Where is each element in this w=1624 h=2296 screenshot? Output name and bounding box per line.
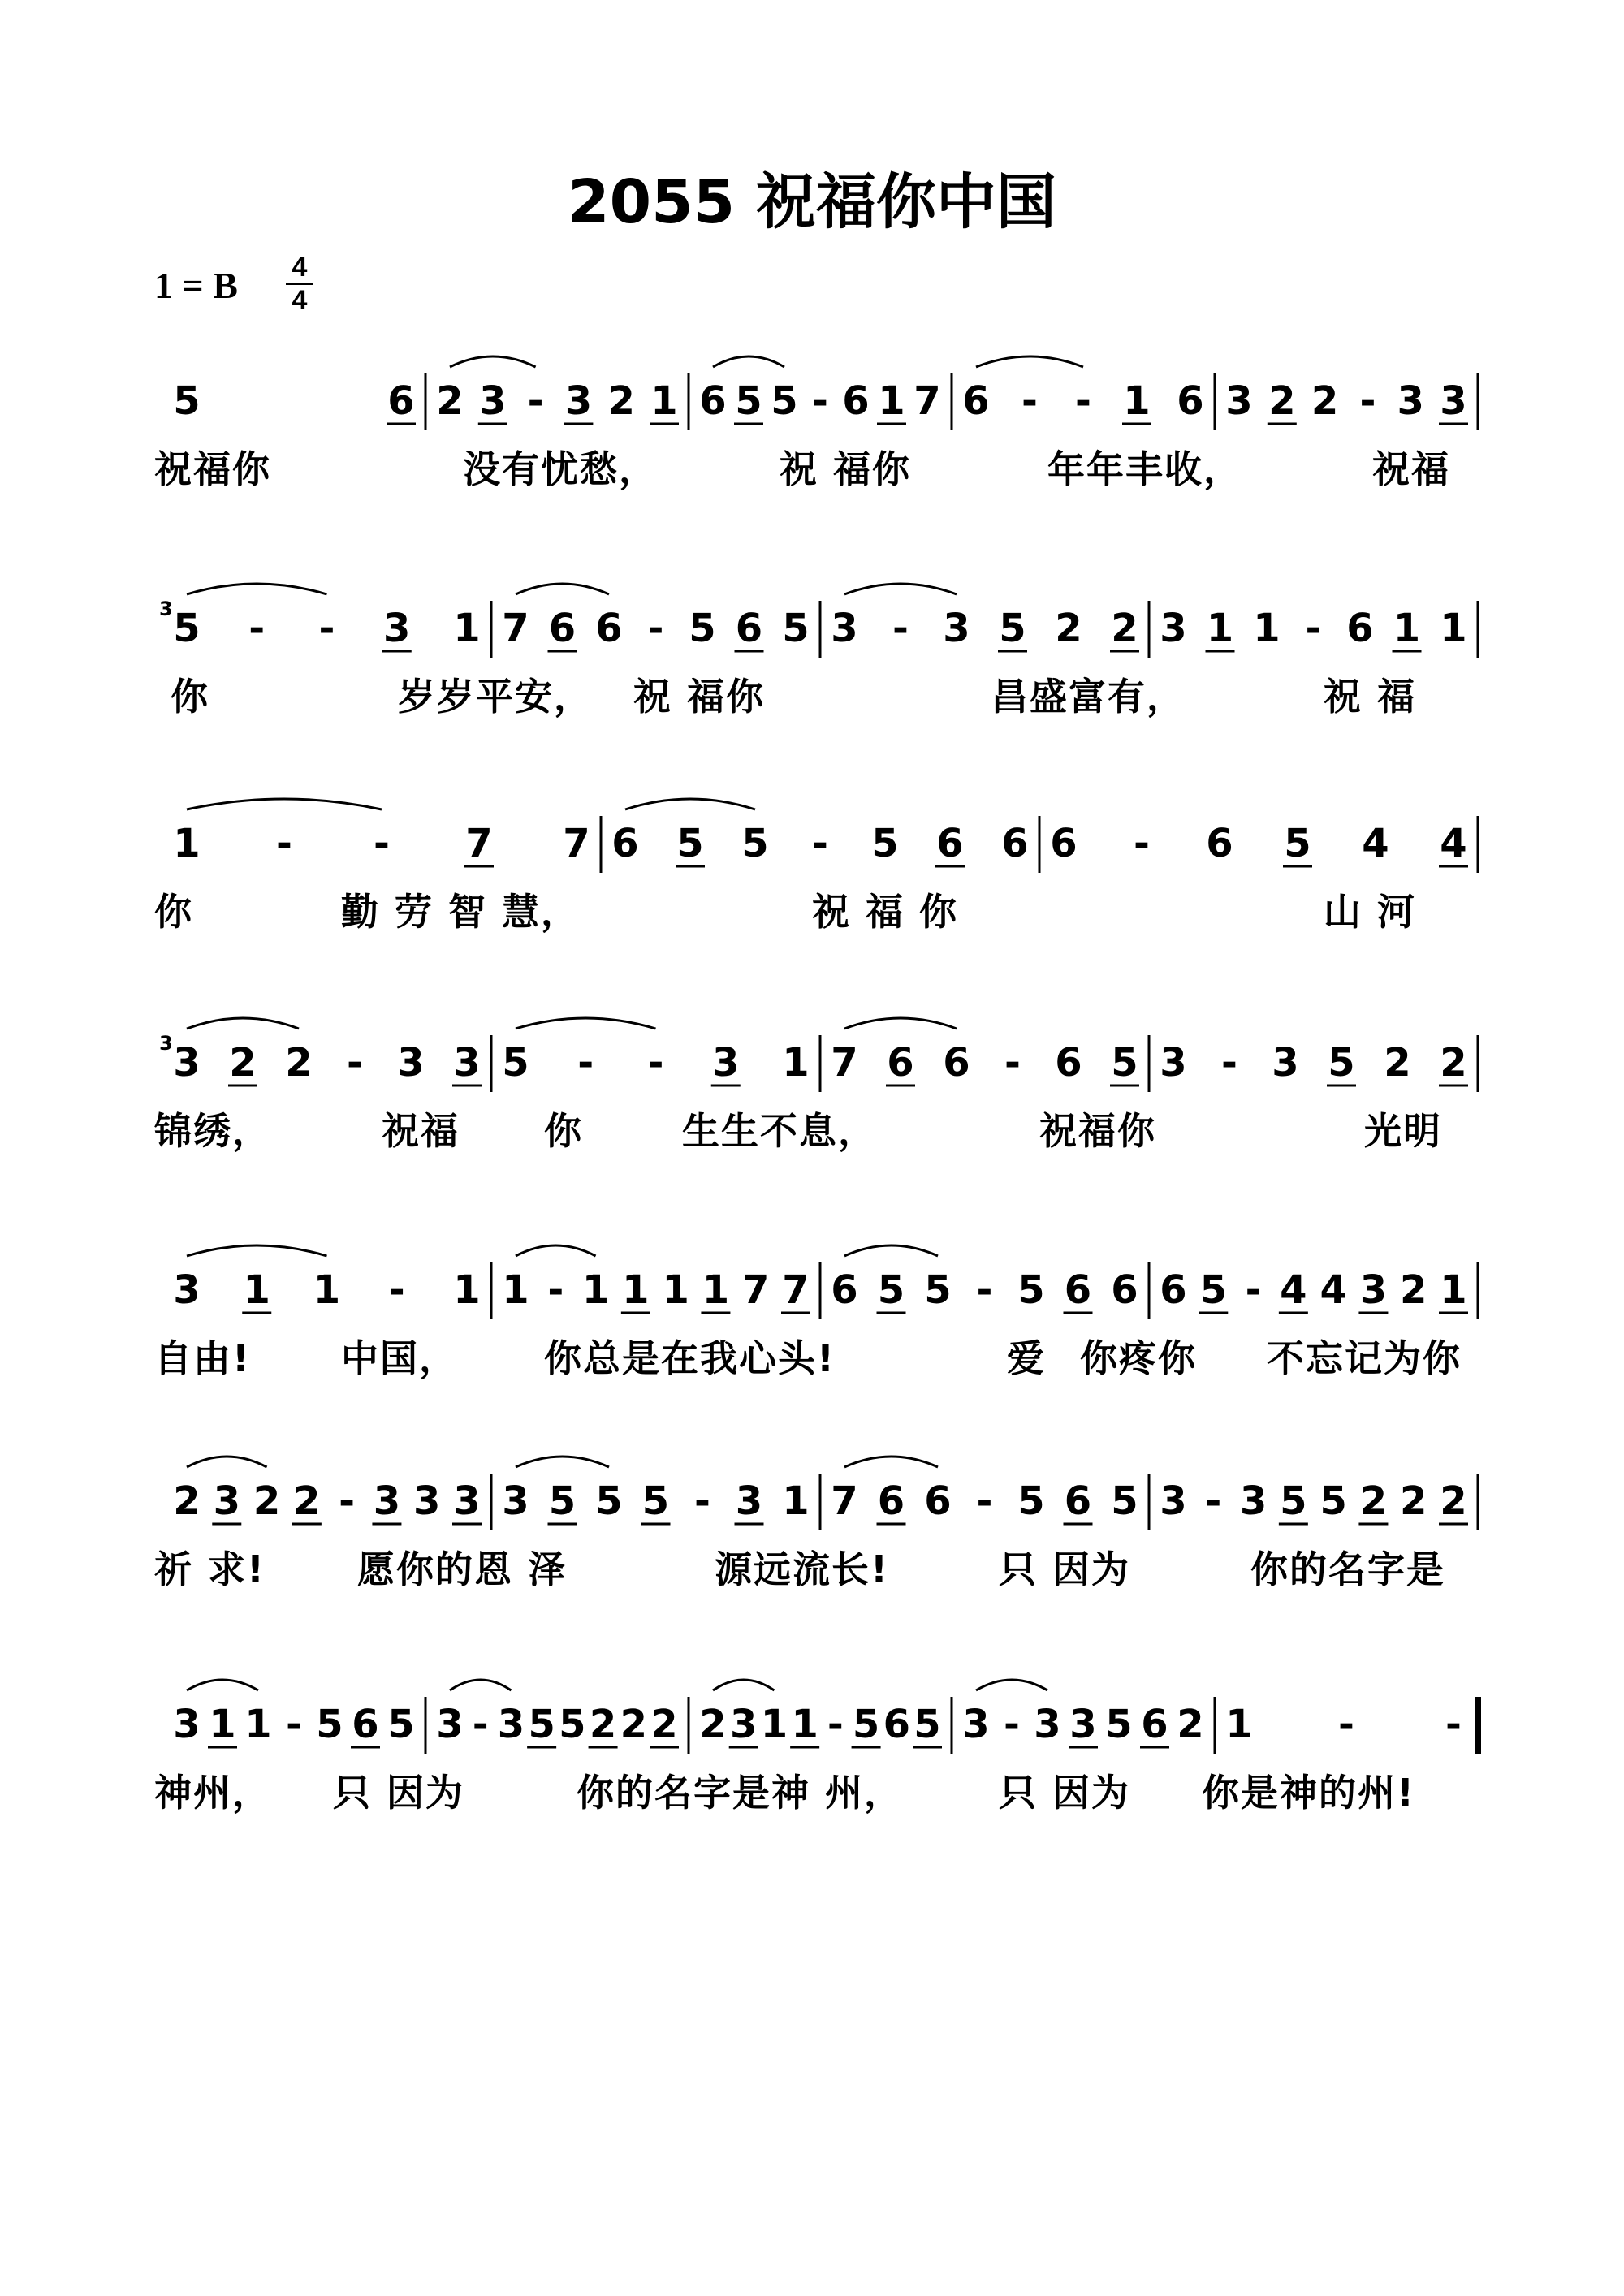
slur bbox=[450, 356, 536, 367]
lyric-line bbox=[154, 1540, 1486, 1613]
dash: - bbox=[812, 821, 828, 866]
note: 5 bbox=[1320, 1478, 1347, 1524]
slur bbox=[713, 356, 784, 367]
note: 3 bbox=[1034, 1702, 1061, 1747]
lyric-word: 祝 福 你 bbox=[812, 890, 959, 934]
note: 7 bbox=[563, 821, 590, 866]
dash: - bbox=[976, 1267, 993, 1313]
note: 3 bbox=[730, 1702, 758, 1747]
lyric-word: 岁岁平安， bbox=[398, 675, 593, 719]
slur bbox=[187, 1245, 327, 1256]
dash: - bbox=[694, 1478, 710, 1524]
lyric-word: 年年丰收， bbox=[1047, 447, 1242, 491]
lyric-line bbox=[154, 440, 1486, 513]
note: 6 bbox=[962, 378, 990, 424]
lyric-word: 祝 福你 bbox=[633, 675, 766, 719]
note: 3 bbox=[831, 606, 858, 651]
dash: - bbox=[1075, 378, 1091, 424]
note: 2 bbox=[1111, 606, 1138, 651]
grace-note: 3 bbox=[159, 1032, 173, 1055]
note: 6 bbox=[1206, 821, 1233, 866]
note: 2 bbox=[1384, 1040, 1411, 1085]
slur bbox=[844, 1018, 957, 1029]
score-system bbox=[0, 792, 1624, 1019]
note: 3 bbox=[1440, 378, 1467, 424]
dash: - bbox=[339, 1478, 356, 1524]
note: 2 bbox=[293, 1478, 321, 1524]
note: 5 bbox=[1017, 1267, 1045, 1313]
grace-note: 3 bbox=[159, 598, 173, 620]
note: 3 bbox=[1160, 606, 1187, 651]
note: 3 bbox=[502, 1478, 529, 1524]
note: 5 bbox=[548, 1478, 577, 1524]
note: 6 bbox=[387, 378, 415, 424]
note: 6 bbox=[1160, 1267, 1187, 1313]
lyric-word: 昌盛富有， bbox=[991, 675, 1186, 719]
note: 1 bbox=[1440, 1267, 1467, 1313]
dash: - bbox=[472, 1702, 489, 1747]
note: 3 bbox=[497, 1702, 525, 1747]
note: 3 bbox=[173, 1267, 201, 1313]
lyric-word: 祝福 bbox=[1372, 447, 1450, 491]
note: 1 bbox=[1123, 378, 1151, 424]
lyric-word: 你的名字是神 州， bbox=[577, 1771, 904, 1815]
note: 3 bbox=[1069, 1702, 1097, 1747]
lyric-word: 祝 福你 bbox=[780, 447, 912, 491]
dash: - bbox=[388, 1267, 405, 1313]
note: 3 bbox=[173, 1702, 201, 1747]
note: 6 bbox=[1064, 1267, 1092, 1313]
lyric-line bbox=[154, 1329, 1486, 1402]
note: 5 bbox=[528, 1702, 555, 1747]
note: 1 bbox=[878, 378, 905, 424]
note: 2 bbox=[1359, 1478, 1388, 1524]
note: 3 bbox=[413, 1478, 441, 1524]
note: 5 bbox=[173, 378, 201, 424]
dash: - bbox=[1445, 1702, 1462, 1747]
note: 1 bbox=[313, 1267, 341, 1313]
note: 6 bbox=[1050, 821, 1078, 866]
note: 4 bbox=[1280, 1267, 1307, 1313]
note: 5 bbox=[771, 378, 798, 424]
note: 1 bbox=[244, 1702, 272, 1747]
note: 1 bbox=[782, 1040, 810, 1085]
note: 2 bbox=[229, 1040, 257, 1085]
note: 6 bbox=[936, 821, 964, 866]
slur bbox=[976, 356, 1083, 367]
note: 2 bbox=[253, 1478, 281, 1524]
slur bbox=[844, 584, 957, 594]
lyric-word: 你是神的州! bbox=[1202, 1771, 1415, 1815]
note: 3 bbox=[564, 378, 593, 424]
note: 5 bbox=[999, 606, 1026, 651]
dash: - bbox=[1205, 1478, 1222, 1524]
note: 1 bbox=[453, 606, 481, 651]
note: 6 bbox=[1064, 1478, 1092, 1524]
lyric-word: 只 因为 bbox=[333, 1771, 465, 1815]
note: 6 bbox=[1001, 821, 1029, 866]
note: 3 bbox=[173, 1040, 201, 1085]
dash: - bbox=[547, 1267, 564, 1313]
note: 5 bbox=[559, 1702, 586, 1747]
note: 2 bbox=[285, 1040, 313, 1085]
note: 5 bbox=[1284, 821, 1311, 866]
note: 3 bbox=[712, 1040, 740, 1085]
slur bbox=[713, 1680, 774, 1690]
note: 6 bbox=[352, 1702, 379, 1747]
note: 1 bbox=[1206, 606, 1234, 651]
note: 1 bbox=[1225, 1702, 1253, 1747]
note: 2 bbox=[1440, 1040, 1467, 1085]
note: 1 bbox=[782, 1478, 810, 1524]
note: 1 bbox=[581, 1267, 610, 1313]
lyric-word: 你 bbox=[154, 890, 193, 934]
note: 2 bbox=[1055, 606, 1082, 651]
lyric-word: 源远流长! bbox=[715, 1547, 889, 1591]
slur bbox=[516, 1245, 596, 1256]
lyric-word: 只 因为 bbox=[999, 1547, 1131, 1591]
note: 5 bbox=[1280, 1478, 1307, 1524]
note: 3 bbox=[1225, 378, 1253, 424]
lyric-word: 你总是在我心头! bbox=[544, 1336, 836, 1380]
slur bbox=[187, 584, 327, 594]
note: 6 bbox=[943, 1040, 970, 1085]
note: 6 bbox=[1055, 1040, 1082, 1085]
score-system bbox=[0, 1238, 1624, 1465]
lyric-word: 勤 劳 智 慧， bbox=[341, 890, 581, 934]
note: 5 bbox=[1111, 1478, 1138, 1524]
note: 1 bbox=[1253, 606, 1281, 651]
note: 6 bbox=[735, 606, 763, 651]
note: 1 bbox=[791, 1702, 818, 1747]
note: 6 bbox=[1141, 1702, 1168, 1747]
slur bbox=[844, 1245, 938, 1256]
note: 1 bbox=[1393, 606, 1421, 651]
lyric-word: 神州， bbox=[154, 1771, 271, 1815]
lyric-word: 你的名字是 bbox=[1250, 1547, 1445, 1591]
lyric-word: 你疼你 bbox=[1080, 1336, 1197, 1380]
slur bbox=[187, 1018, 299, 1029]
note: 6 bbox=[883, 1702, 910, 1747]
note: 5 bbox=[1199, 1267, 1227, 1313]
note: 6 bbox=[1346, 606, 1374, 651]
note: 6 bbox=[595, 606, 623, 651]
note: 5 bbox=[316, 1702, 343, 1747]
note: 2 bbox=[1311, 378, 1339, 424]
note: 7 bbox=[831, 1478, 858, 1524]
dash: - bbox=[812, 378, 828, 424]
note: 2 bbox=[1268, 378, 1296, 424]
lyric-word: 只 因为 bbox=[999, 1771, 1131, 1815]
score-system bbox=[0, 1449, 1624, 1677]
note: 5 bbox=[502, 1040, 529, 1085]
dash: - bbox=[647, 1040, 664, 1085]
lyric-word: 生生不息， bbox=[682, 1109, 877, 1153]
lyric-word: 没有忧愁， bbox=[463, 447, 658, 491]
note: 7 bbox=[914, 378, 941, 424]
time-signature-bottom: 4 bbox=[292, 285, 308, 316]
slur bbox=[976, 1680, 1047, 1690]
note: 3 bbox=[397, 1040, 425, 1085]
note: 7 bbox=[502, 606, 529, 651]
dash: - bbox=[276, 821, 292, 866]
lyric-word: 光明 bbox=[1364, 1109, 1442, 1153]
lyric-word: 中国， bbox=[341, 1336, 458, 1380]
slur bbox=[187, 1680, 258, 1690]
note: 2 bbox=[1400, 1478, 1427, 1524]
lyric-word: 祝福你 bbox=[154, 447, 271, 491]
note: 1 bbox=[1440, 606, 1467, 651]
score-system bbox=[0, 1011, 1624, 1238]
note: 5 bbox=[641, 1478, 670, 1524]
note: 1 bbox=[650, 378, 678, 424]
note: 5 bbox=[173, 606, 201, 651]
note: 6 bbox=[924, 1478, 952, 1524]
note: 3 bbox=[213, 1478, 240, 1524]
note: 6 bbox=[842, 378, 870, 424]
note: 2 bbox=[1440, 1478, 1467, 1524]
note: 2 bbox=[620, 1702, 647, 1747]
lyric-word: 自由! bbox=[154, 1336, 251, 1380]
note: 2 bbox=[650, 1702, 678, 1747]
note: 3 bbox=[735, 1478, 763, 1524]
slur bbox=[516, 584, 609, 594]
note: 2 bbox=[436, 378, 464, 424]
lyric-line bbox=[154, 667, 1486, 740]
note: 2 bbox=[607, 378, 635, 424]
slur bbox=[450, 1680, 511, 1690]
note: 3 bbox=[373, 1478, 401, 1524]
note: 1 bbox=[243, 1267, 270, 1313]
note: 6 bbox=[611, 821, 639, 866]
note: 2 bbox=[1177, 1702, 1204, 1747]
dash: - bbox=[374, 821, 390, 866]
slur bbox=[187, 1457, 267, 1467]
dash: - bbox=[1021, 378, 1038, 424]
note: 1 bbox=[453, 1267, 481, 1313]
note: 6 bbox=[877, 1478, 905, 1524]
note: 3 bbox=[1160, 1040, 1187, 1085]
lyric-word: 祝 福 bbox=[1324, 675, 1417, 719]
lyric-word: 祝福 bbox=[382, 1109, 460, 1153]
note: 7 bbox=[831, 1040, 858, 1085]
dash: - bbox=[527, 378, 544, 424]
note: 7 bbox=[742, 1267, 770, 1313]
note: 5 bbox=[1328, 1040, 1355, 1085]
note: 5 bbox=[877, 1267, 905, 1313]
note: 3 bbox=[1272, 1040, 1299, 1085]
note: 6 bbox=[548, 606, 577, 651]
score-system bbox=[0, 576, 1624, 804]
note: 5 bbox=[1017, 1478, 1045, 1524]
dash: - bbox=[577, 1040, 594, 1085]
dash: - bbox=[647, 606, 664, 651]
note: 1 bbox=[173, 821, 201, 866]
dash: - bbox=[1134, 821, 1150, 866]
dash: - bbox=[1221, 1040, 1237, 1085]
note: 5 bbox=[1111, 1040, 1138, 1085]
note: 6 bbox=[1111, 1267, 1138, 1313]
note: 4 bbox=[1320, 1267, 1347, 1313]
slur bbox=[516, 1457, 609, 1467]
note: 5 bbox=[735, 378, 762, 424]
note: 5 bbox=[741, 821, 769, 866]
note: 6 bbox=[699, 378, 727, 424]
note: 6 bbox=[831, 1267, 858, 1313]
note: 1 bbox=[209, 1702, 236, 1747]
slur bbox=[187, 799, 382, 809]
dash: - bbox=[827, 1702, 844, 1747]
dash: - bbox=[976, 1478, 993, 1524]
key-signature: 1 = B bbox=[154, 265, 238, 306]
note: 5 bbox=[871, 821, 899, 866]
note: 3 bbox=[453, 1478, 481, 1524]
lyric-line bbox=[154, 1763, 1486, 1836]
lyric-word: 祝福你 bbox=[1039, 1109, 1156, 1153]
note: 1 bbox=[662, 1267, 689, 1313]
note: 1 bbox=[502, 1267, 529, 1313]
note: 6 bbox=[887, 1040, 914, 1085]
note: 5 bbox=[1105, 1702, 1133, 1747]
note: 7 bbox=[782, 1267, 810, 1313]
note: 3 bbox=[1160, 1478, 1187, 1524]
note: 2 bbox=[589, 1702, 617, 1747]
note: 5 bbox=[924, 1267, 952, 1313]
note: 3 bbox=[1397, 378, 1424, 424]
note: 7 bbox=[465, 821, 493, 866]
page-title: 2055 祝福你中国 bbox=[568, 167, 1056, 237]
note: 5 bbox=[387, 1702, 415, 1747]
note: 5 bbox=[676, 821, 704, 866]
note: 3 bbox=[453, 1040, 481, 1085]
dash: - bbox=[248, 606, 266, 651]
note: 5 bbox=[852, 1702, 880, 1747]
dash: - bbox=[1359, 378, 1376, 424]
dash: - bbox=[347, 1040, 363, 1085]
note: 3 bbox=[479, 378, 507, 424]
dash: - bbox=[1004, 1040, 1021, 1085]
note: 3 bbox=[962, 1702, 990, 1747]
dash: - bbox=[318, 606, 335, 651]
lyric-word: 你 bbox=[544, 1109, 583, 1153]
time-signature bbox=[286, 253, 313, 314]
note: 1 bbox=[702, 1267, 730, 1313]
note: 1 bbox=[760, 1702, 788, 1747]
time-signature-top: 4 bbox=[292, 252, 308, 283]
lyric-word: 爱 bbox=[1007, 1336, 1046, 1380]
note: 3 bbox=[943, 606, 970, 651]
note: 3 bbox=[1239, 1478, 1268, 1524]
lyric-word: 锦绣， bbox=[154, 1109, 271, 1153]
slur bbox=[844, 1457, 938, 1467]
lyric-word: 你 bbox=[171, 675, 209, 719]
note: 2 bbox=[173, 1478, 201, 1524]
lyric-word: 不忘记为你 bbox=[1267, 1336, 1462, 1380]
note: 4 bbox=[1440, 821, 1467, 866]
lyric-word: 山 河 bbox=[1324, 890, 1417, 934]
note: 3 bbox=[383, 606, 411, 651]
note: 5 bbox=[689, 606, 716, 651]
score-system bbox=[0, 1672, 1624, 1900]
dash: - bbox=[892, 606, 909, 651]
note: 2 bbox=[699, 1702, 727, 1747]
slur bbox=[625, 799, 755, 809]
note: 3 bbox=[1359, 1267, 1388, 1313]
note: 6 bbox=[1177, 378, 1204, 424]
note: 5 bbox=[914, 1702, 941, 1747]
slur bbox=[516, 1018, 656, 1029]
dash: - bbox=[1245, 1267, 1262, 1313]
dash: - bbox=[1004, 1702, 1020, 1747]
lyric-word: 愿你的恩 泽 bbox=[357, 1547, 568, 1591]
note: 5 bbox=[782, 606, 810, 651]
note: 5 bbox=[595, 1478, 623, 1524]
dash: - bbox=[286, 1702, 302, 1747]
dash: - bbox=[1305, 606, 1322, 651]
lyric-line bbox=[154, 1102, 1486, 1175]
lyric-word: 祈 求! bbox=[154, 1547, 266, 1591]
note: 2 bbox=[1400, 1267, 1427, 1313]
lyric-line bbox=[154, 883, 1486, 956]
note: 4 bbox=[1362, 821, 1389, 866]
score-system bbox=[0, 349, 1624, 576]
note: 3 bbox=[436, 1702, 464, 1747]
dash: - bbox=[1338, 1702, 1354, 1747]
note: 1 bbox=[622, 1267, 650, 1313]
